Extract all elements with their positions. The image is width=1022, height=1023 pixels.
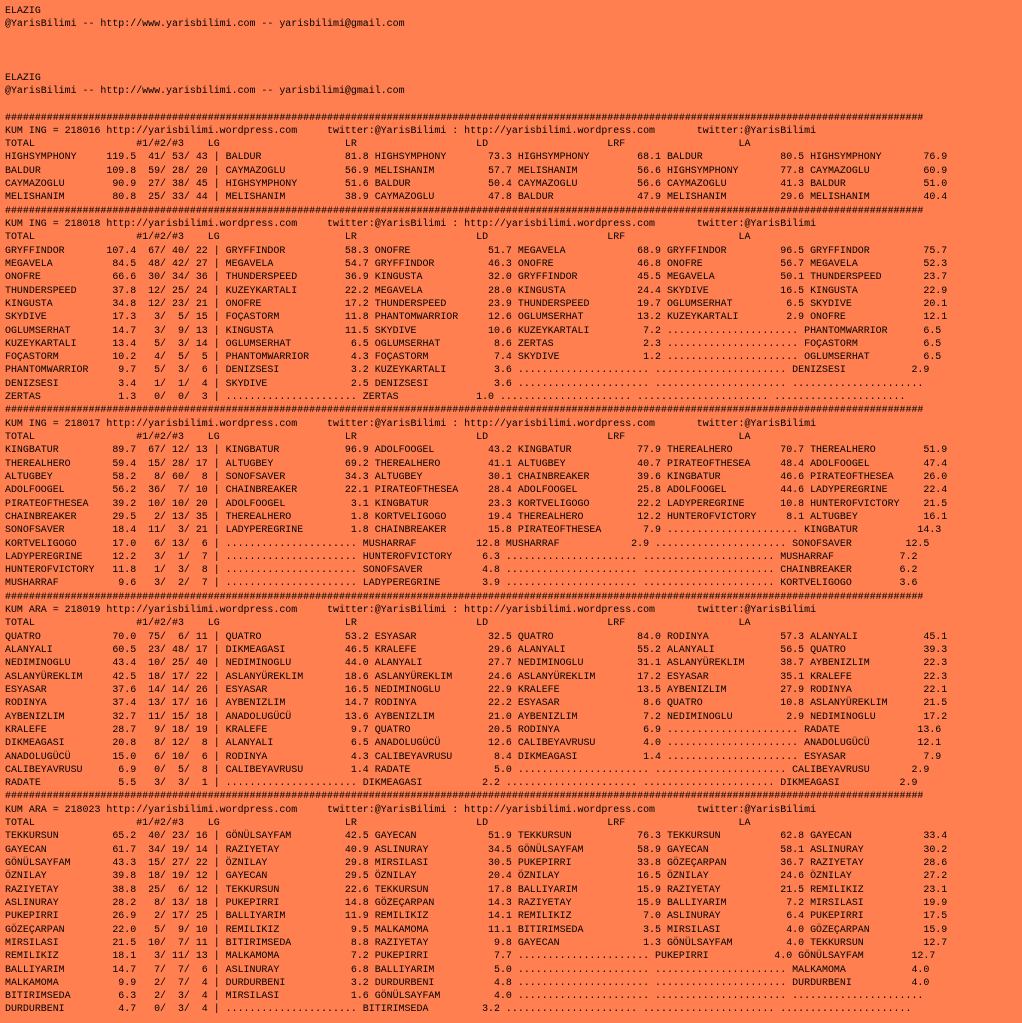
column-header-row: TOTAL #1/#2/#3 LG LR LD LRF LA	[5, 617, 751, 629]
table-row: TEKKURSUN 65.2 40/ 23/ 16 | GÖNÜLSAYFAM 42.5 GAYECAN 51.9 TEKKURSUN 76.3 TEKKURSUN 62.8 GAYECAN 33.4	[5, 830, 948, 842]
section-separator: ##########################################################################################################################################################	[5, 111, 924, 123]
table-row: FOÇASTORM 10.2 4/ 5/ 5 | PHANTOMWARRIOR 4.3 FOÇASTORM 7.4 SKYDIVE 1.2 ...................... OGLUMSERHAT 6.5	[5, 351, 942, 363]
table-row: GÖNÜLSAYFAM 43.3 15/ 27/ 22 | ÖZNILAY 29.8 MIRSILASI 30.5 PUKEPIRRI 33.8 GÖZEÇARPAN 36.7 RAZIYETAY 28.6	[5, 857, 948, 868]
table-row: THUNDERSPEED 37.8 12/ 25/ 24 | KUZEYKARTALI 22.2 MEGAVELA 28.0 KINGUSTA 24.4 SKYDIVE 16.5 KINGUSTA 22.9	[5, 284, 948, 296]
table-row: MUSHARRAF 9.6 3/ 2/ 7 | ...................... LADYPEREGRINE 3.9 ...................... ...................... KORTVELIGOGO 3.6	[5, 577, 918, 589]
section-separator: ##########################################################################################################################################################	[5, 404, 924, 416]
section-separator: ##########################################################################################################################################################	[5, 204, 924, 216]
contact-line: @YarisBilimi -- http://www.yarisbilimi.com -- yarisbilimi@gmail.com	[5, 18, 405, 30]
table-row: CHAINBREAKER 29.5 2/ 13/ 35 | THEREALHERO 1.8 KORTVELIGOGO 19.4 THEREALHERO 12.2 HUNTEROFVICTORY 8.1 ALTUGBEY 16.1	[5, 510, 948, 522]
table-row: BALLIYARIM 14.7 7/ 7/ 6 | ASLINURAY 6.8 BALLIYARIM 5.0 ...................... ...................... MALKAMOMA 4.0	[5, 963, 930, 975]
table-row: RAZIYETAY 38.8 25/ 6/ 12 | TEKKURSUN 22.6 TEKKURSUN 17.8 BALLIYARIM 15.9 RAZIYETAY 21.5 REMILIKIZ 23.1	[5, 883, 948, 895]
table-row: MEGAVELA 84.5 48/ 42/ 27 | MEGAVELA 54.7 GRYFFINDOR 46.3 ONOFRE 46.8 ONOFRE 56.7 MEGAVELA 52.3	[5, 257, 948, 269]
table-row: THEREALHERO 59.4 15/ 28/ 17 | ALTUGBEY 69.2 THEREALHERO 41.1 ALTUGBEY 40.7 PIRATEOFTHESEA 48.4 ADOLFOOGEL 47.4	[5, 457, 948, 469]
table-row: ÖZNILAY 39.8 18/ 19/ 12 | GAYECAN 29.5 ÖZNILAY 20.4 ÖZNILAY 16.5 ÖZNILAY 24.6 ÖZNILAY 27.2	[5, 870, 948, 882]
table-row: ONOFRE 66.6 30/ 34/ 36 | THUNDERSPEED 36.9 KINGUSTA 32.0 GRYFFINDOR 45.5 MEGAVELA 50.1 THUNDERSPEED 23.7	[5, 271, 948, 283]
table-row: HIGHSYMPHONY 119.5 41/ 53/ 43 | BALDUR 81.8 HIGHSYMPHONY 73.3 HIGHSYMPHONY 68.1 BALDUR 80.5 HIGHSYMPHONY 76.9	[5, 151, 948, 163]
column-header-row: TOTAL #1/#2/#3 LG LR LD LRF LA	[5, 138, 751, 150]
table-row: AYBENIZLIM 32.7 11/ 15/ 18 | ANADOLUGÜCÜ 13.6 AYBENIZLIM 21.0 AYBENIZLIM 7.2 NEDIMINOGLU 2.9 NEDIMINOGLU 17.2	[5, 710, 948, 722]
table-row: PHANTOMWARRIOR 9.7 5/ 3/ 6 | DENIZSESI 3.2 KUZEYKARTALI 3.6 ...................... ...................... DENIZSESI 2.9	[5, 364, 930, 376]
table-row: ASLINURAY 28.2 8/ 13/ 18 | PUKEPIRRI 14.8 GÖZEÇARPAN 14.3 RAZIYETAY 15.9 BALLIYARIM 7.2 MIRSILASI 19.9	[5, 896, 948, 908]
table-row: GAYECAN 61.7 34/ 19/ 14 | RAZIYETAY 40.9 ASLINURAY 34.5 GÖNÜLSAYFAM 58.9 GAYECAN 58.1 ASLINURAY 30.2	[5, 843, 948, 855]
race-header: KUM ARA = 218023 http://yarisbilimi.wordpress.com twitter:@YarisBilimi : http://yarisbilimi.wordpress.com twitter:@YarisBilimi	[5, 803, 817, 815]
table-row: PUKEPIRRI 26.9 2/ 17/ 25 | BALLIYARIM 11.9 REMILIKIZ 14.1 REMILIKIZ 7.0 ASLINURAY 6.4 PUKEPIRRI 17.5	[5, 910, 948, 922]
table-row: KUZEYKARTALI 13.4 5/ 3/ 14 | OGLUMSERHAT 6.5 OGLUMSERHAT 8.6 ZERTAS 2.3 ...................... FOÇASTORM 6.5	[5, 337, 942, 349]
table-row: ALANYALI 60.5 23/ 48/ 17 | DIKMEAGASI 46.5 KRALEFE 29.6 ALANYALI 55.2 ALANYALI 56.5 QUATRO 39.3	[5, 644, 948, 655]
blank-line	[5, 57, 947, 70]
table-row: ESYASAR 37.6 14/ 14/ 26 | ESYASAR 16.5 NEDIMINOGLU 22.9 KRALEFE 13.5 AYBENIZLIM 27.9 RODINYA 22.1	[5, 683, 948, 695]
table-row: BALDUR 109.8 59/ 28/ 20 | CAYMAZOGLU 56.9 MELISHANIM 57.7 MELISHANIM 56.6 HIGHSYMPHONY 77.8 CAYMAZOGLU 60.9	[5, 164, 948, 176]
column-header-row: TOTAL #1/#2/#3 LG LR LD LRF LA	[5, 231, 751, 243]
blank-line	[5, 31, 947, 44]
table-row: ANADOLUGÜCÜ 15.0 6/ 10/ 6 | RODINYA 4.3 CALIBEYAVRUSU 8.4 DIKMEAGASI 1.4 ...................... ESYASAR 7.9	[5, 750, 942, 762]
table-row: BITIRIMSEDA 6.3 2/ 3/ 4 | MIRSILASI 1.6 GÖNÜLSAYFAM 4.0 ...................... ...................... ......................	[5, 990, 924, 1002]
location-title: ELAZIG	[5, 5, 41, 16]
table-row: ADOLFOOGEL 56.2 36/ 7/ 10 | CHAINBREAKER 22.1 PIRATEOFTHESEA 28.4 ADOLFOOGEL 25.8 ADOLFOOGEL 44.6 LADYPEREGRINE 22.4	[5, 484, 948, 496]
table-row: ZERTAS 1.3 0/ 0/ 3 | ...................... ZERTAS 1.0 ...................... ...................... ......................	[5, 391, 906, 403]
section-separator: ##########################################################################################################################################################	[5, 790, 924, 802]
blank-line	[5, 44, 947, 57]
table-row: GRYFFINDOR 107.4 67/ 40/ 22 | GRYFFINDOR 58.3 ONOFRE 51.7 MEGAVELA 68.9 GRYFFINDOR 96.5 GRYFFINDOR 75.7	[5, 244, 948, 256]
section-separator: ##########################################################################################################################################################	[5, 590, 924, 602]
table-row: RADATE 5.5 3/ 3/ 1 | ...................... DIKMEAGASI 2.2 ...................... ...................... DIKMEAGASI 2.9	[5, 777, 918, 789]
table-row: RODINYA 37.4 13/ 17/ 16 | AYBENIZLIM 14.7 RODINYA 22.2 ESYASAR 8.6 QUATRO 10.8 ASLANYÜREKLIM 21.5	[5, 697, 948, 709]
table-row: MIRSILASI 21.5 10/ 7/ 11 | BITIRIMSEDA 8.8 RAZIYETAY 9.8 GAYECAN 1.3 GÖNÜLSAYFAM 4.0 TEKKURSUN 12.7	[5, 936, 948, 948]
table-row: GÖZEÇARPAN 22.0 5/ 9/ 10 | REMILIKIZ 9.5 MALKAMOMA 11.1 BITIRIMSEDA 3.5 MIRSILASI 4.0 GÖZEÇARPAN 15.9	[5, 923, 948, 935]
column-header-row: TOTAL #1/#2/#3 LG LR LD LRF LA	[5, 817, 751, 829]
table-row: CAYMAZOGLU 90.9 27/ 38/ 45 | HIGHSYMPHONY 51.6 BALDUR 50.4 CAYMAZOGLU 56.6 CAYMAZOGLU 41.3 BALDUR 51.0	[5, 178, 948, 190]
column-header-row: TOTAL #1/#2/#3 LG LR LD LRF LA	[5, 431, 751, 442]
table-row: SKYDIVE 17.3 3/ 5/ 15 | FOÇASTORM 11.8 PHANTOMWARRIOR 12.6 OGLUMSERHAT 13.2 KUZEYKARTALI 2.9 ONOFRE 12.1	[5, 311, 948, 323]
table-row: SONOFSAVER 18.4 11/ 3/ 21 | LADYPEREGRINE 1.8 CHAINBREAKER 15.8 PIRATEOFTHESEA 7.9 ...................... KINGBATUR 14.3	[5, 524, 942, 536]
race-header: KUM ARA = 218019 http://yarisbilimi.wordpress.com twitter:@YarisBilimi : http://yarisbilimi.wordpress.com twitter:@YarisBilimi	[5, 604, 817, 616]
table-row: PIRATEOFTHESEA 39.2 10/ 10/ 20 | ADOLFOOGEL 3.1 KINGBATUR 23.3 KORTVELIGOGO 22.2 LADYPEREGRINE 10.8 HUNTEROFVICTORY 21.5	[5, 497, 948, 509]
table-row: REMILIKIZ 18.1 3/ 11/ 13 | MALKAMOMA 7.2 PUKEPIRRI 7.7 ...................... PUKEPIRRI 4.0 GÖNÜLSAYFAM 12.7	[5, 950, 936, 962]
table-row: OGLUMSERHAT 14.7 3/ 9/ 13 | KINGUSTA 11.5 SKYDIVE 10.6 KUZEYKARTALI 7.2 ...................... PHANTOMWARRIOR 6.5	[5, 324, 942, 336]
location-title: ELAZIG	[5, 71, 41, 83]
table-row: ALTUGBEY 58.2 8/ 60/ 8 | SONOFSAVER 34.3 ALTUGBEY 30.1 CHAINBREAKER 39.6 KINGBATUR 46.6 PIRATEOFTHESEA 26.0	[5, 470, 948, 482]
table-row: MELISHANIM 80.8 25/ 33/ 44 | MELISHANIM 38.9 CAYMAZOGLU 47.8 BALDUR 47.9 MELISHANIM 29.6 MELISHANIM 40.4	[5, 191, 948, 203]
race-header: KUM ING = 218017 http://yarisbilimi.wordpress.com twitter:@YarisBilimi : http://yarisbilimi.wordpress.com twitter:@YarisBilimi	[5, 417, 817, 429]
table-row: QUATRO 70.0 75/ 6/ 11 | QUATRO 53.2 ESYASAR 32.5 QUATRO 84.0 RODINYA 57.3 ALANYALI 45.1	[5, 630, 948, 642]
table-row: CALIBEYAVRUSU 6.9 0/ 5/ 8 | CALIBEYAVRUSU 1.4 RADATE 5.0 ...................... ...................... CALIBEYAVRUSU 2.9	[5, 763, 930, 775]
table-row: KORTVELIGOGO 17.0 6/ 13/ 6 | ...................... MUSHARRAF 12.8 MUSHARRAF 2.9 ...................... SONOFSAVER 12.5	[5, 537, 930, 549]
race-header: KUM ING = 218016 http://yarisbilimi.wordpress.com twitter:@YarisBilimi : http://yarisbilimi.wordpress.com twitter:@YarisBilimi	[5, 124, 817, 136]
table-row: HUNTEROFVICTORY 11.8 1/ 3/ 8 | ...................... SONOFSAVER 4.8 ...................... ...................... CHAINBREAKER 6.2	[5, 564, 918, 576]
table-row: DIKMEAGASI 20.8 8/ 12/ 8 | ALANYALI 6.5 ANADOLUGÜCÜ 12.6 CALIBEYAVRUSU 4.0 ...................... ANADOLUGÜCÜ 12.1	[5, 737, 942, 749]
table-row: KINGUSTA 34.8 12/ 23/ 21 | ONOFRE 17.2 THUNDERSPEED 23.9 THUNDERSPEED 19.7 OGLUMSERHAT 6.5 SKYDIVE 20.1	[5, 297, 948, 309]
table-row: KINGBATUR 89.7 67/ 12/ 13 | KINGBATUR 96.9 ADOLFOOGEL 43.2 KINGBATUR 77.9 THEREALHERO 70.7 THEREALHERO 51.9	[5, 444, 948, 456]
table-row: ASLANYÜREKLIM 42.5 18/ 17/ 22 | ASLANYÜREKLIM 18.6 ASLANYÜREKLIM 24.6 ASLANYÜREKLIM 17.2 ESYASAR 35.1 KRALEFE 22.3	[5, 670, 948, 682]
text-document	[5, 4, 947, 1016]
blank-line	[5, 97, 947, 110]
table-row: LADYPEREGRINE 12.2 3/ 1/ 7 | ...................... HUNTEROFVICTORY 6.3 ...................... ...................... MUSHARRAF 7.2	[5, 550, 918, 562]
race-header: KUM ING = 218018 http://yarisbilimi.wordpress.com twitter:@YarisBilimi : http://yarisbilimi.wordpress.com twitter:@YarisBilimi	[5, 218, 817, 229]
table-row: MALKAMOMA 9.9 2/ 7/ 4 | DURDURBENI 3.2 DURDURBENI 4.8 ...................... ...................... DURDURBENI 4.0	[5, 976, 930, 988]
table-row: NEDIMINOGLU 43.4 10/ 25/ 40 | NEDIMINOGLU 44.0 ALANYALI 27.7 NEDIMINOGLU 31.1 ASLANYÜREKLIM 38.7 AYBENIZLIM 22.3	[5, 657, 948, 669]
contact-line: @YarisBilimi -- http://www.yarisbilimi.com -- yarisbilimi@gmail.com	[5, 84, 405, 96]
table-row: KRALEFE 28.7 9/ 18/ 19 | KRALEFE 9.7 QUATRO 20.5 RODINYA 6.9 ...................... RADATE 13.6	[5, 723, 942, 735]
table-row: DENIZSESI 3.4 1/ 1/ 4 | SKYDIVE 2.5 DENIZSESI 3.6 ...................... ...................... ......................	[5, 377, 924, 389]
table-row: DURDURBENI 4.7 0/ 3/ 4 | ...................... BITIRIMSEDA 3.2 ...................... ...................... ......................	[5, 1003, 912, 1015]
